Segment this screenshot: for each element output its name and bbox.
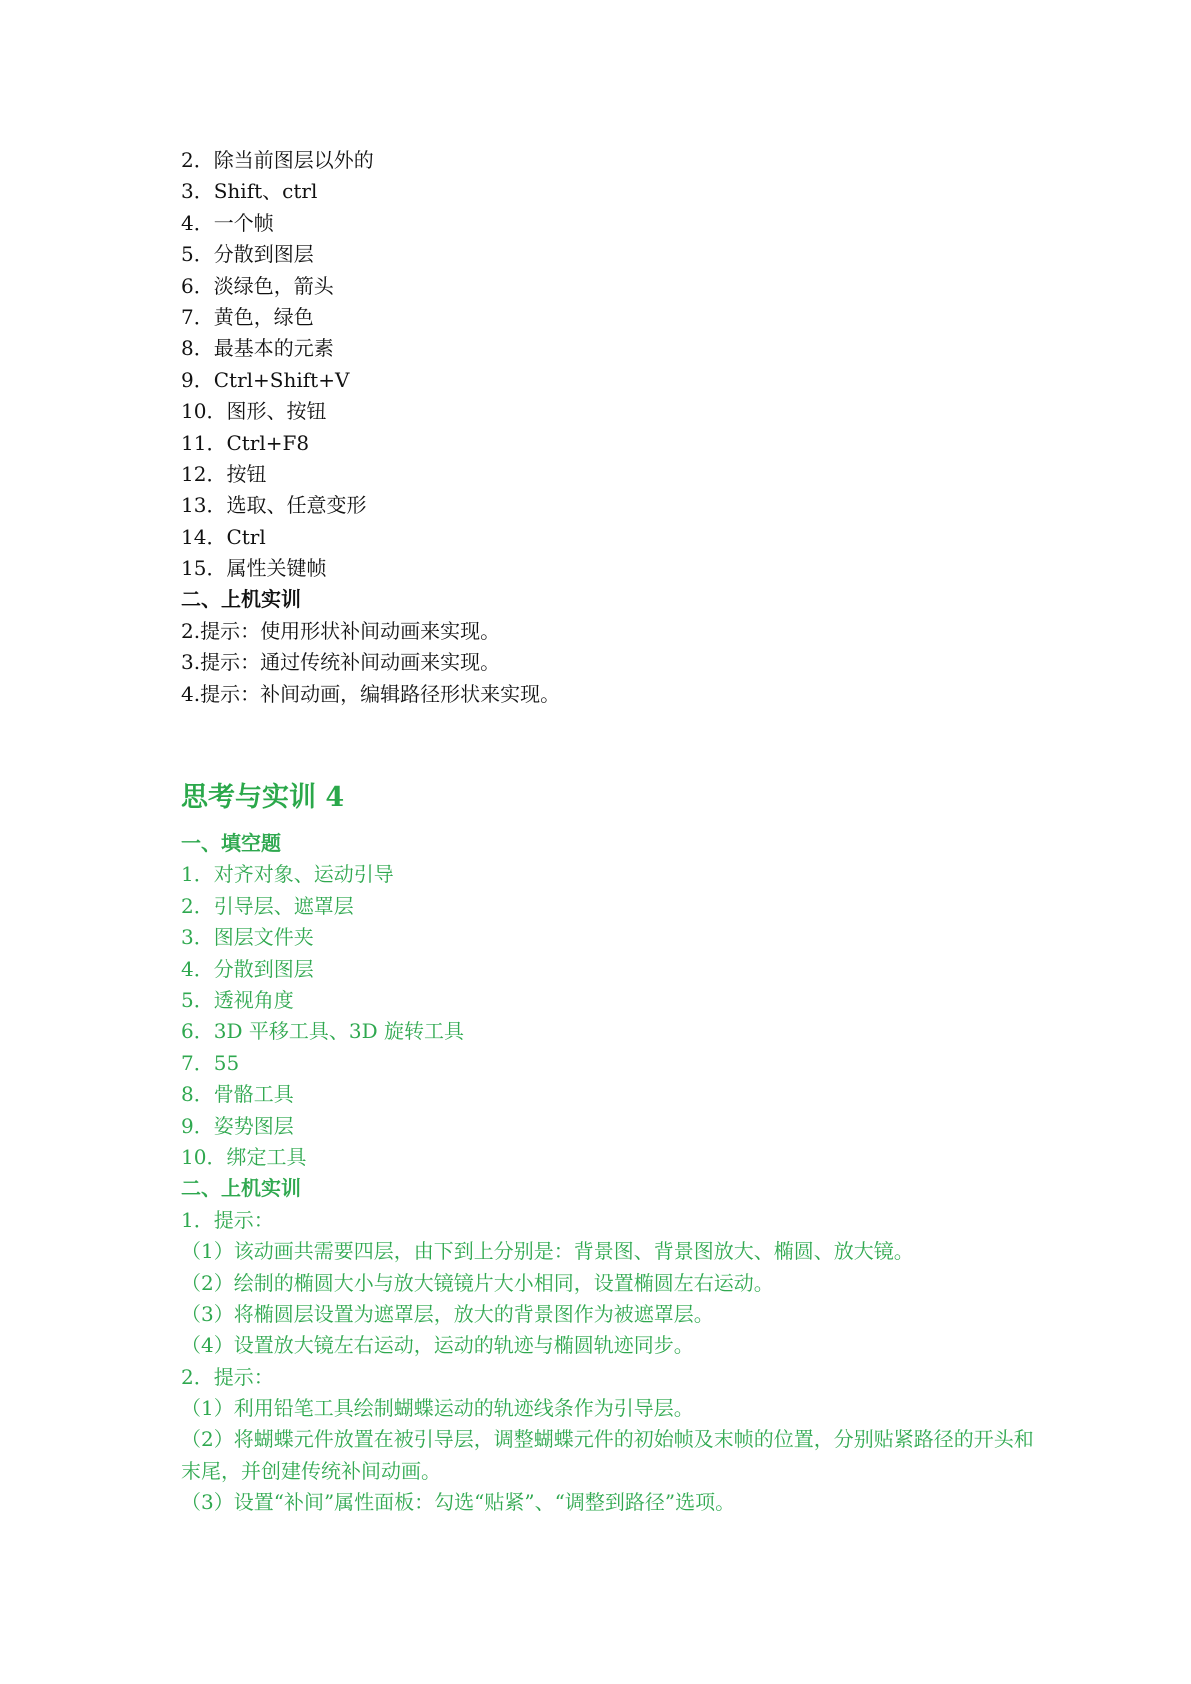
answer-item: 2．除当前图层以外的 [181,148,374,172]
section3-fill-list [181,145,1041,584]
section4-title: 思考与实训 4 [181,782,345,814]
answer-item: 6．3D 平移工具、3D 旋转工具 [181,1019,464,1044]
lab-step: （1）利用铅笔工具绘制蝴蝶运动的轨迹线条作为引导层。 [181,1396,694,1421]
answer-item: 10．绑定工具 [181,1144,307,1169]
answer-item: 9．姿势图层 [181,1113,294,1138]
lab-step: （1）该动画共需要四层，由下到上分别是：背景图、背景图放大、椭圆、放大镜。 [181,1239,914,1264]
lab-step: （4）设置放大镜左右运动，运动的轨迹与椭圆轨迹同步。 [181,1333,694,1358]
answer-item: 8．最基本的元素 [181,336,334,361]
lab-step: （2）绘制的椭圆大小与放大镜镜片大小相同，设置椭圆左右运动。 [181,1270,774,1295]
section3-lab-list [181,616,1041,710]
answer-item: 1．对齐对象、运动引导 [181,862,394,887]
answer-item: 4．一个帧 [181,210,274,235]
answer-item: 7．黄色，绿色 [181,304,314,329]
answer-item: 11．Ctrl+F8 [181,430,310,455]
document-page [181,145,1041,1519]
answer-item: 15．属性关键帧 [181,556,327,581]
lab-step: （3）将椭圆层设置为遮罩层，放大的背景图作为被遮罩层。 [181,1301,714,1326]
answer-item: 10．图形、按钮 [181,399,327,424]
lab-hint1-label: 1．提示： [181,1207,274,1232]
lab-hint1-steps [181,1236,1041,1362]
answer-item: 7．55 [181,1050,240,1075]
section4-fill-heading: 一、填空题 [181,831,281,856]
answer-item: 14．Ctrl [181,524,266,549]
answer-item: 4．分散到图层 [181,956,314,981]
lab-hint-item: 2.提示：使用形状补间动画来实现。 [181,618,501,643]
answer-item: 5．分散到图层 [181,242,314,267]
answer-item: 8．骨骼工具 [181,1082,294,1107]
answer-item: 6．淡绿色，箭头 [181,273,334,298]
lab-hint2-steps [181,1393,1041,1519]
section4-fill-list [181,859,1041,1173]
answer-item: 13．选取、任意变形 [181,493,367,518]
section4-lab-heading: 二、上机实训 [181,1176,301,1201]
lab-hint2-label: 2．提示： [181,1364,274,1389]
lab-step: （2）将蝴蝶元件放置在被引导层，调整蝴蝶元件的初始帧及末帧的位置，分别贴紧路径的开头和末尾，并创建传统补间动画。 [181,1427,1034,1483]
answer-item: 5．透视角度 [181,987,294,1012]
answer-item: 3．图层文件夹 [181,925,314,950]
answer-item: 2．引导层、遮罩层 [181,893,354,918]
lab-hint-item: 3.提示：通过传统补间动画来实现。 [181,650,501,675]
section3-lab-heading: 二、上机实训 [181,587,301,612]
answer-item: 12．按钮 [181,461,267,486]
answer-item: 3．Shift、ctrl [181,179,318,204]
lab-hint-item: 4.提示：补间动画，编辑路径形状来实现。 [181,681,561,706]
lab-step: （3）设置“补间”属性面板：勾选“贴紧”、“调整到路径”选项。 [181,1490,736,1515]
answer-item: 9．Ctrl+Shift+V [181,367,350,392]
